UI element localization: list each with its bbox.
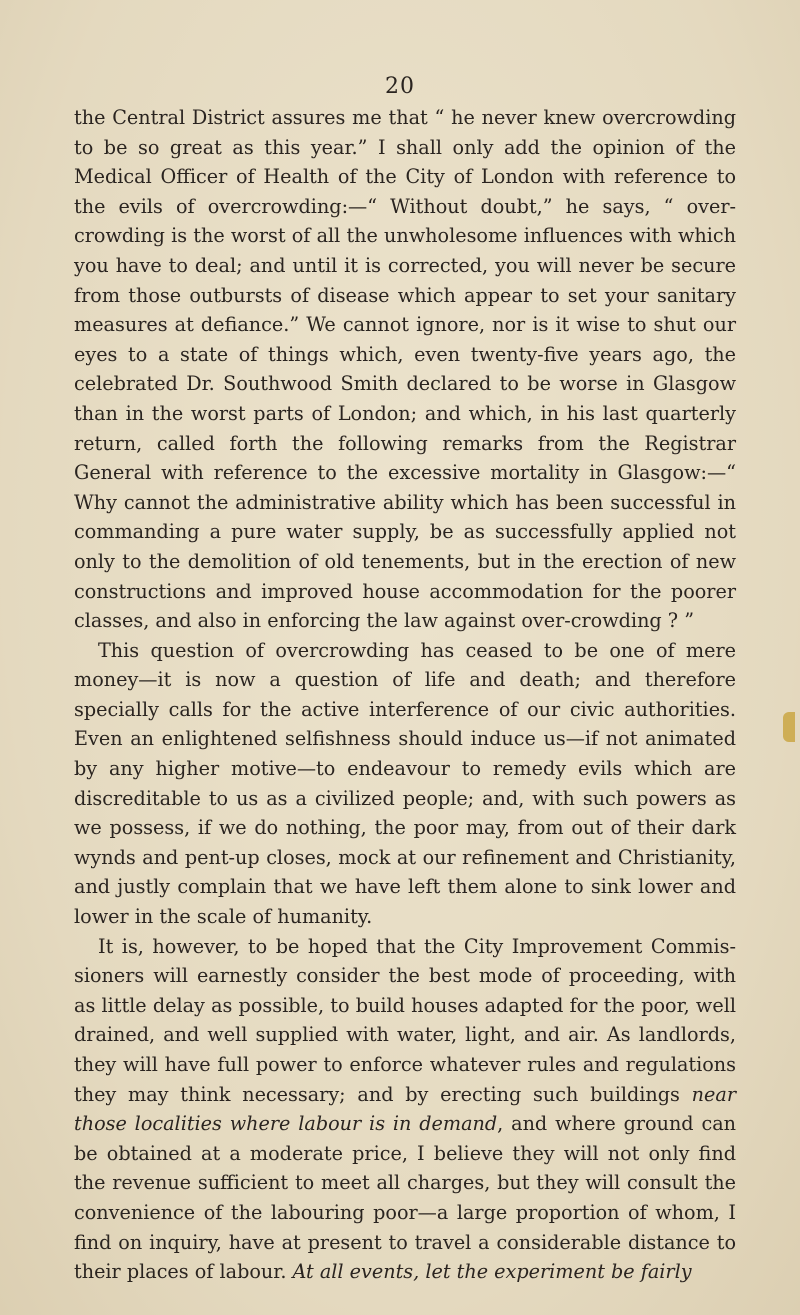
page-edge-stain	[783, 712, 795, 742]
paragraph-1-text: the Central District assures me that “ he never knew overcrowding to be so great as this year.” I shall only add the opinion of the Medical Officer of Health of the City of London with reference to the evils of overcrowding:—“ Without doubt,” he says, “ over-crowding is the worst of all the unwholesome influences with which you have to deal; and until it is corrected, you will never be secure from those outbursts of disease which appear to set your sanitary measures at defiance.” We cannot ignore, nor is it wise to shut our eyes to a state of things which, even twenty-five years ago, the celebrated Dr. Southwood Smith declared to be worse in Glasgow than in the worst parts of London; and which, in his last quarterly return, called forth the following remarks from the Registrar General with reference to the excessive mortality in Glasgow:—“ Why cannot the administrative ability which has been successful in commanding a pure water supply, be as successfully applied not only to the demolition of old tenements, but in the erection of new constructions and improved house accommodation for the poorer classes, and also in enforcing the law against over-crowding ? ”	[74, 106, 736, 633]
paragraph-1	[74, 103, 736, 636]
paragraph-2	[74, 636, 736, 932]
paragraph-3	[74, 932, 736, 1287]
paragraph-3-text-b: , and where ground can be obtained at a moderate price, I believe they will not only find the revenue sufficient to meet all charges, but they will consult the convenience of the labouring poor—a large proportion of whom, I find on inquiry, have at present to travel a considerable distance to their places of labour.	[74, 1112, 736, 1284]
paragraph-3-italic-a: near those localities where labour is in demand	[74, 1082, 736, 1136]
paragraph-3-text-a: It is, however, to be hoped that the City Improvement Commis-sioners will earnestly consider the best mode of proceeding, with as little delay as possible, to build houses adapted for the poor, well drained, and well supplied with water, light, and air. As landlords, they will have full power to enforce whatever rules and regulations they may think necessary; and by erecting such buildings	[74, 934, 736, 1106]
paragraph-2-text: This question of overcrowding has ceased to be one of mere money—it is now a question of life and death; and therefore specially calls for the active interference of our civic authorities. Even an enlightened selfishness should induce us—if not animated by any higher motive—to endeavour to remedy evils which are discreditable to us as a civilized people; and, with such powers as we possess, if we do nothing, the poor may, from out of their dark wynds and pent-up closes, mock at our refinement and Christianity, and justly complain that we have left them alone to sink lower and lower in the scale of humanity.	[74, 638, 736, 929]
page-number: 20	[385, 74, 415, 99]
paragraph-3-italic-b: At all events, let the experiment be fairly	[292, 1260, 692, 1284]
body-text	[74, 103, 736, 1287]
